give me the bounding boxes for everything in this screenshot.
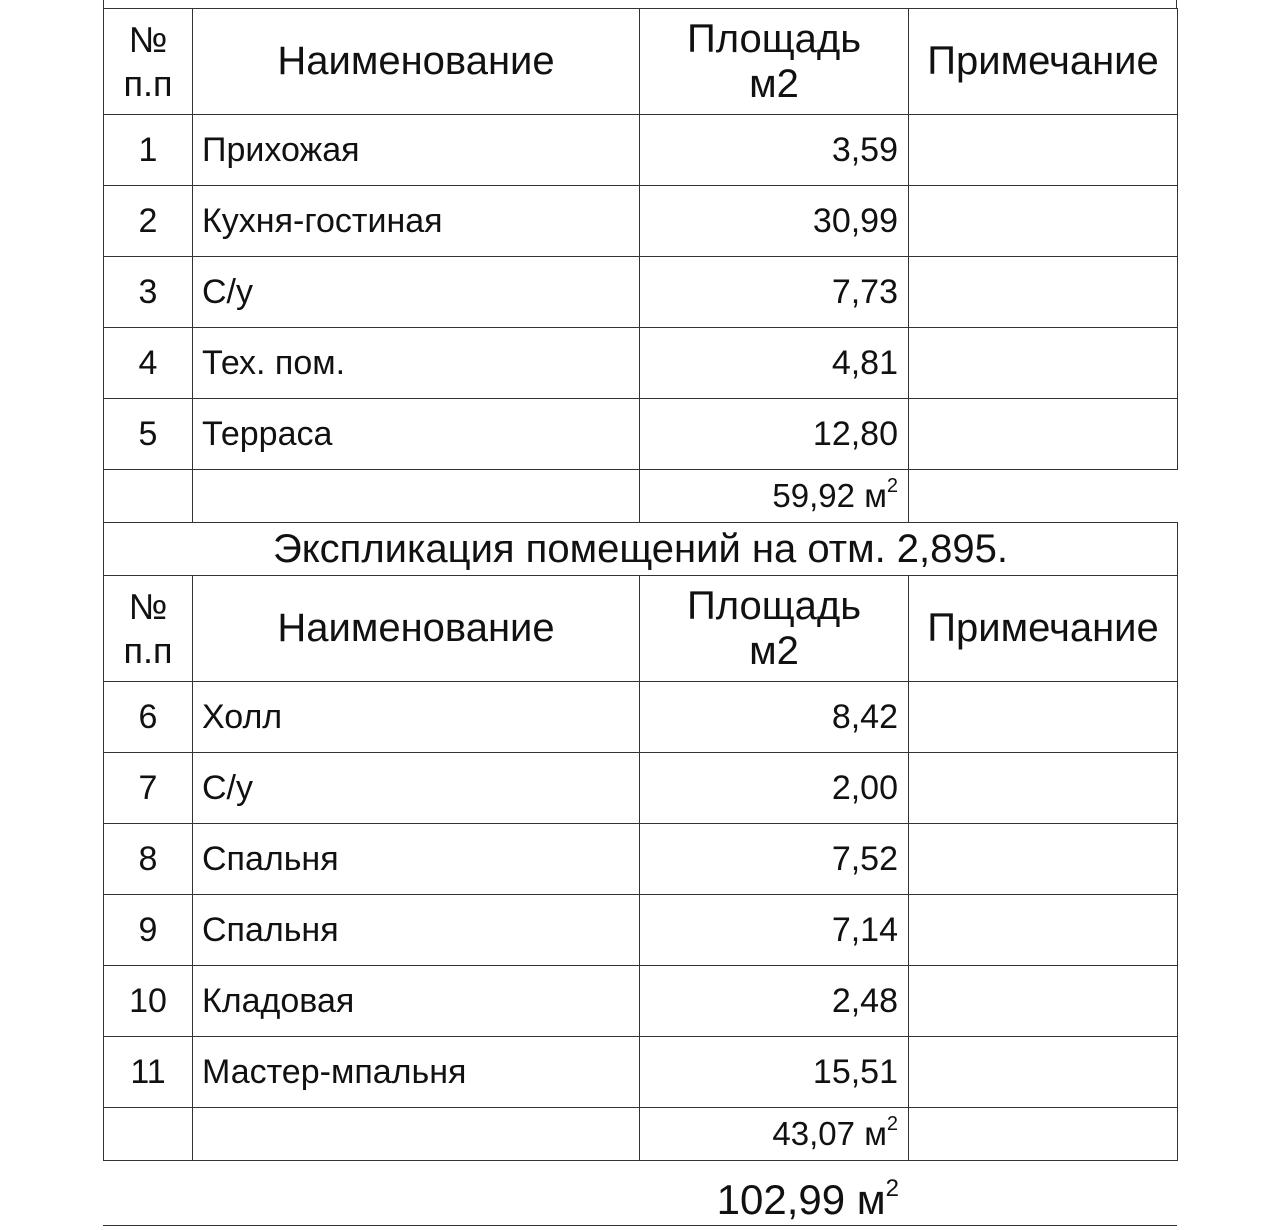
room-area: 3,59 bbox=[640, 115, 909, 186]
table-header-row bbox=[104, 9, 1178, 115]
grand-total-row bbox=[103, 1170, 1177, 1226]
table-row bbox=[104, 824, 1178, 895]
room-number: 9 bbox=[104, 895, 193, 966]
header-area: Площадь м2 bbox=[640, 9, 909, 115]
room-area: 7,73 bbox=[640, 257, 909, 328]
room-name: С/у bbox=[193, 257, 640, 328]
room-name: С/у bbox=[193, 753, 640, 824]
room-name: Мастер-мпальня bbox=[193, 1037, 640, 1108]
room-note bbox=[909, 399, 1178, 470]
room-area: 2,48 bbox=[640, 966, 909, 1037]
header-num: № п.п bbox=[104, 576, 193, 682]
section2-subtotal-row bbox=[104, 1108, 1178, 1161]
room-name: Спальня bbox=[193, 895, 640, 966]
section2-rows bbox=[104, 682, 1178, 1108]
section1-subtotal-row bbox=[104, 470, 1178, 523]
table-row bbox=[104, 186, 1178, 257]
table-row bbox=[104, 115, 1178, 186]
room-number: 11 bbox=[104, 1037, 193, 1108]
room-number: 3 bbox=[104, 257, 193, 328]
room-note bbox=[909, 966, 1178, 1037]
room-number: 10 bbox=[104, 966, 193, 1037]
section2-title: Экспликация помещений на отм. 2,895. bbox=[104, 523, 1178, 576]
explication-table bbox=[103, 8, 1178, 1161]
room-note bbox=[909, 895, 1178, 966]
section2-subtotal: 43,07 $м^2$ bbox=[640, 1108, 909, 1161]
room-name: Спальня bbox=[193, 824, 640, 895]
room-note bbox=[909, 824, 1178, 895]
header-area: Площадь м2 bbox=[640, 576, 909, 682]
room-name: Холл bbox=[193, 682, 640, 753]
room-area: 7,14 bbox=[640, 895, 909, 966]
room-area: 30,99 bbox=[640, 186, 909, 257]
room-area: 4,81 bbox=[640, 328, 909, 399]
room-number: 1 bbox=[104, 115, 193, 186]
room-number: 8 bbox=[104, 824, 193, 895]
table-top-edge bbox=[103, 0, 1177, 8]
room-name: Кладовая bbox=[193, 966, 640, 1037]
room-number: 5 bbox=[104, 399, 193, 470]
room-number: 4 bbox=[104, 328, 193, 399]
room-note bbox=[909, 257, 1178, 328]
room-area: 12,80 bbox=[640, 399, 909, 470]
header-name: Наименование bbox=[193, 9, 640, 115]
table-row bbox=[104, 1037, 1178, 1108]
room-area: 15,51 bbox=[640, 1037, 909, 1108]
table-header-row-2 bbox=[104, 576, 1178, 682]
room-name: Прихожая bbox=[193, 115, 640, 186]
room-note bbox=[909, 186, 1178, 257]
table-row bbox=[104, 257, 1178, 328]
room-area: 2,00 bbox=[640, 753, 909, 824]
room-name: Тех. пом. bbox=[193, 328, 640, 399]
header-note: Примечание bbox=[909, 576, 1178, 682]
table-row bbox=[104, 895, 1178, 966]
room-area: 8,42 bbox=[640, 682, 909, 753]
room-name: Кухня-гостиная bbox=[193, 186, 640, 257]
room-note bbox=[909, 115, 1178, 186]
table-row bbox=[104, 328, 1178, 399]
header-name: Наименование bbox=[193, 576, 640, 682]
room-name: Терраса bbox=[193, 399, 640, 470]
grand-total: 102,99 $м^2$ bbox=[716, 1175, 899, 1223]
table-row bbox=[104, 682, 1178, 753]
table-row bbox=[104, 753, 1178, 824]
explication-sheet bbox=[103, 0, 1177, 1161]
header-num: № п.п bbox=[104, 9, 193, 115]
room-note bbox=[909, 1037, 1178, 1108]
section1-subtotal: 59,92 $м^2$ bbox=[640, 470, 909, 523]
room-number: 7 bbox=[104, 753, 193, 824]
room-note bbox=[909, 682, 1178, 753]
header-note: Примечание bbox=[909, 9, 1178, 115]
room-note bbox=[909, 753, 1178, 824]
room-number: 2 bbox=[104, 186, 193, 257]
table-row bbox=[104, 399, 1178, 470]
section1-rows bbox=[104, 115, 1178, 470]
room-area: 7,52 bbox=[640, 824, 909, 895]
room-number: 6 bbox=[104, 682, 193, 753]
table-row bbox=[104, 966, 1178, 1037]
room-note bbox=[909, 328, 1178, 399]
section2-title-row bbox=[104, 523, 1178, 576]
